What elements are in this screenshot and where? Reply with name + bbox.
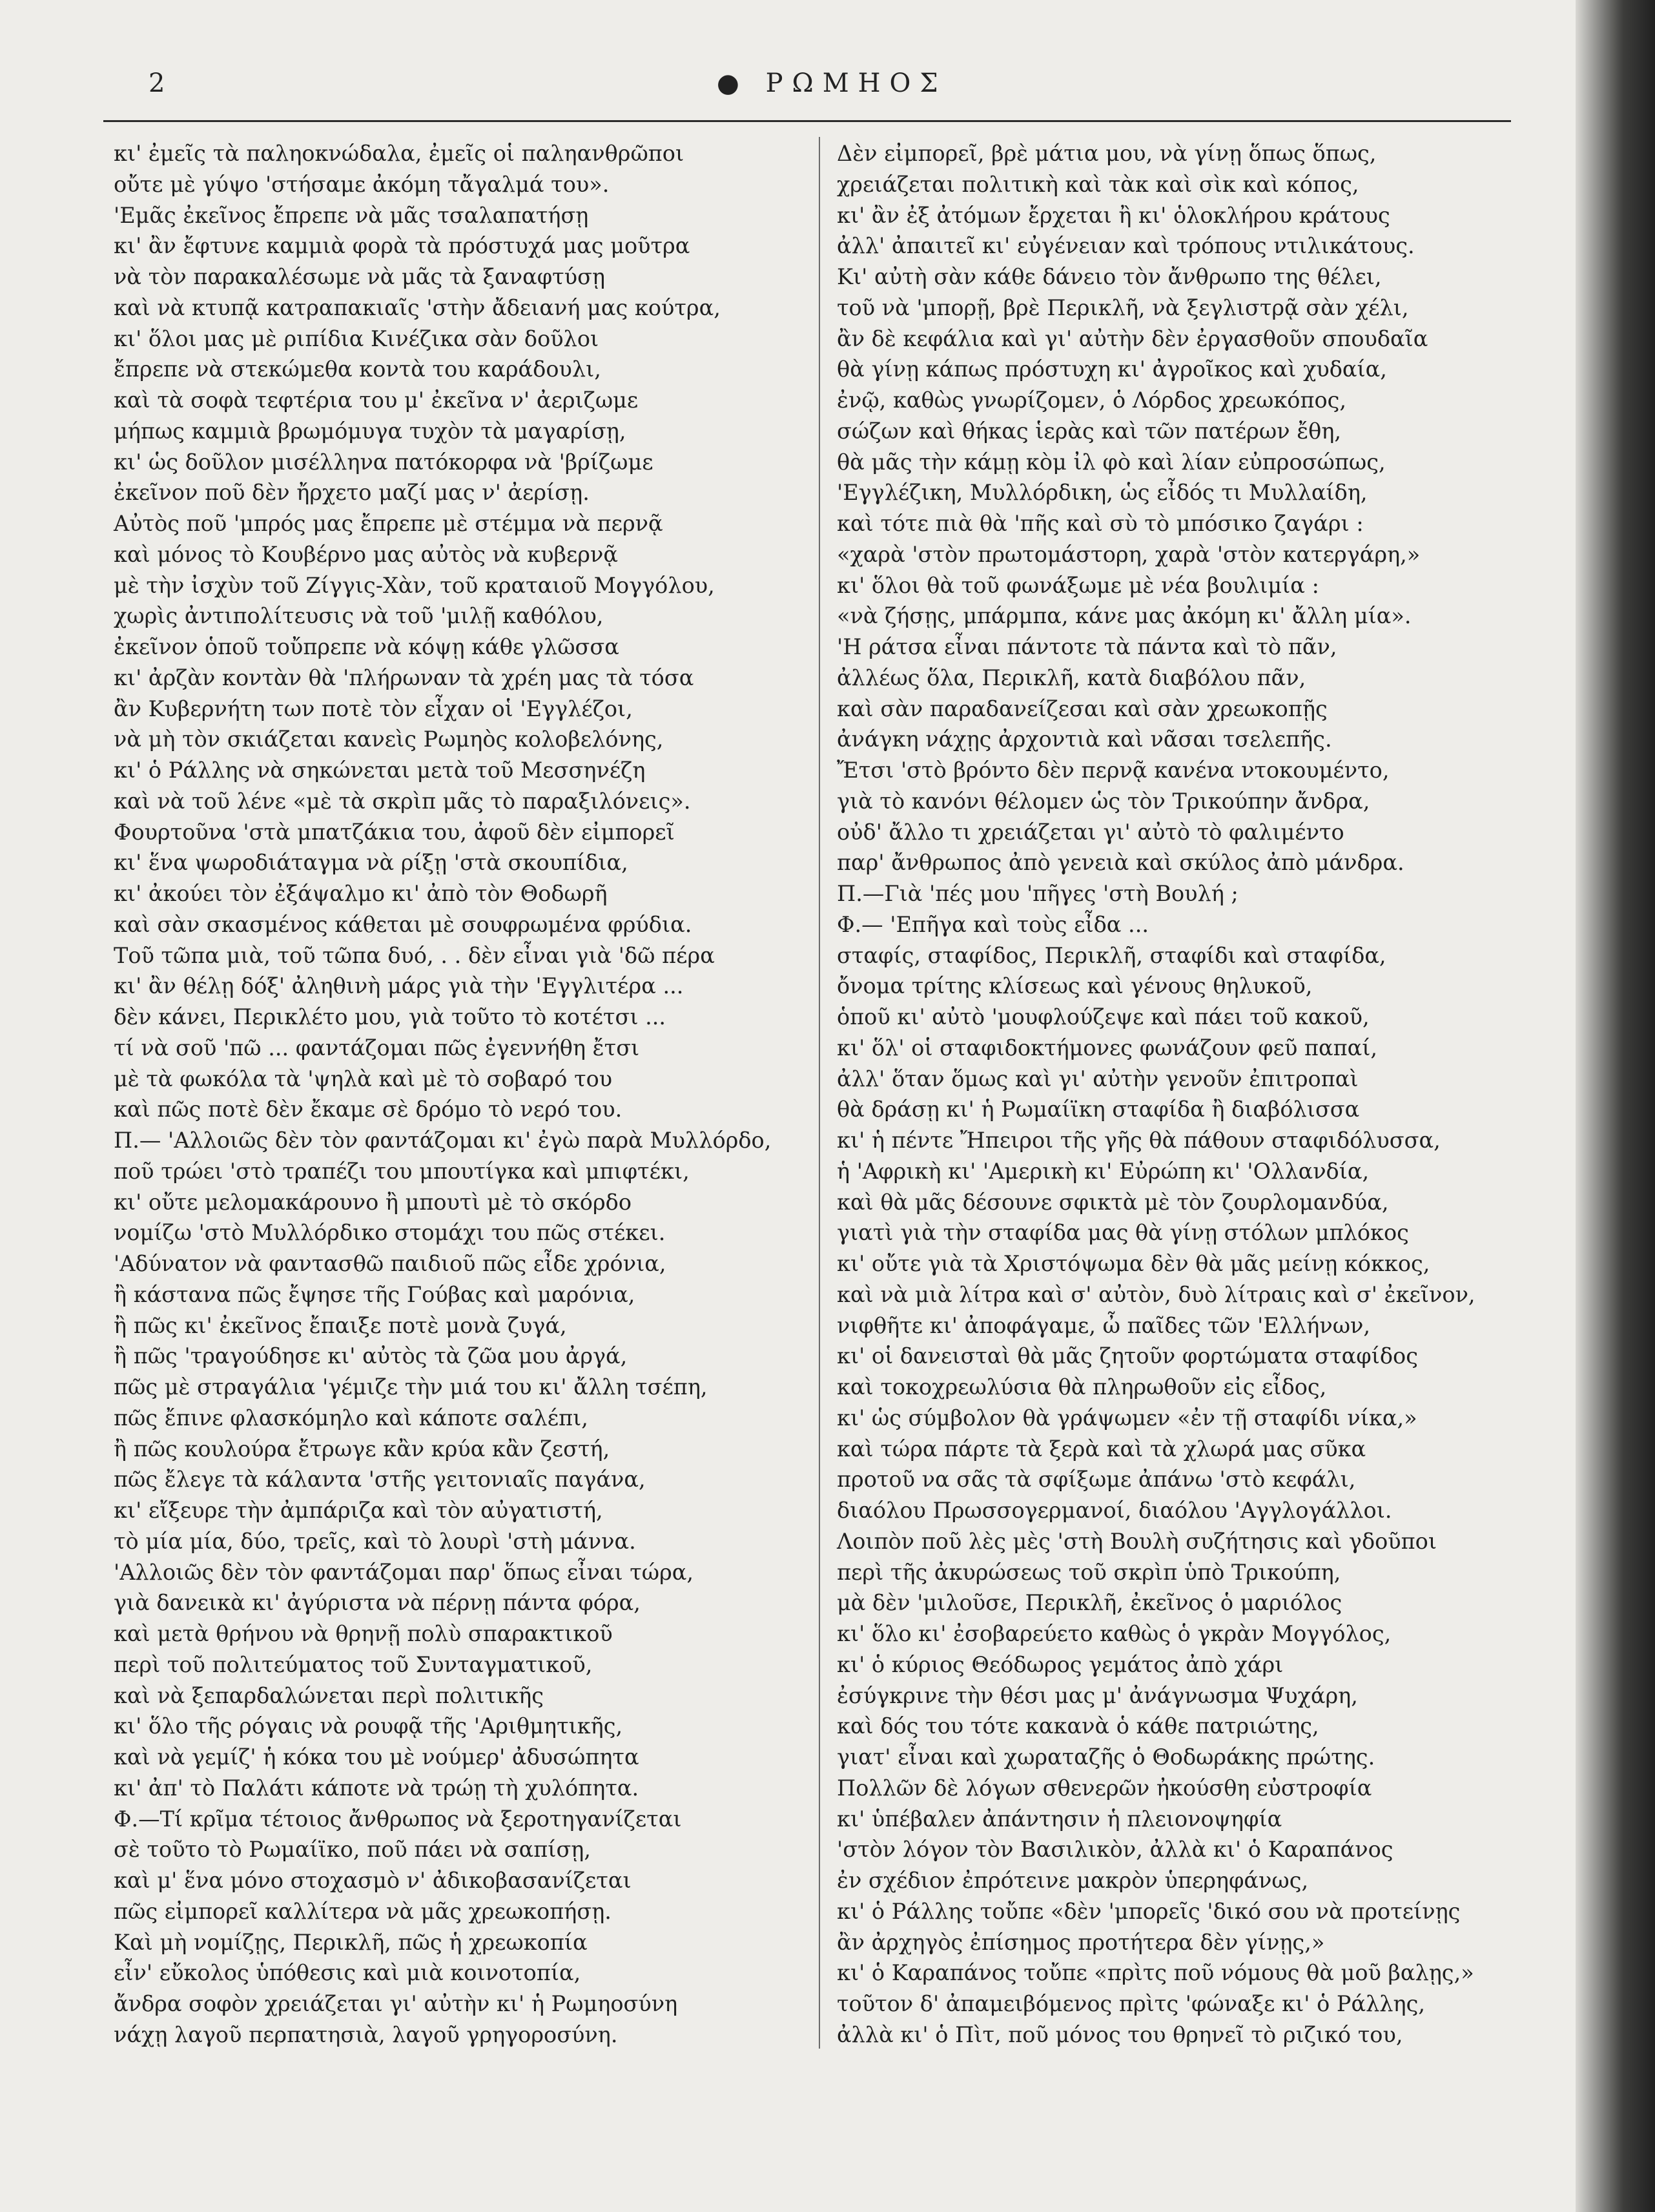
left-column xyxy=(114,138,811,2051)
verse-line: κι' ὁ Ράλλης νὰ σηκώνεται μετὰ τοῦ Μεσσηνέζη xyxy=(114,758,646,783)
verse-line: κι' ὅλοι θὰ τοῦ φωνάξωμε μὲ νέα βουλιμία : xyxy=(837,572,1319,598)
verse-line: ἢ πῶς 'τραγούδησε κι' αὐτὸς τὰ ζῶα μου ἀργά, xyxy=(114,1343,628,1369)
verse-line: κι' εἴξευρε τὴν ἀμπάριζα καὶ τὸν αὐγατιστή, xyxy=(114,1498,603,1523)
verse-line: κι' ὅλοι μας μὲ ριπίδια Κινέζικα σὰν δοῦλοι xyxy=(114,326,599,351)
verse-line: ὄνομα τρίτης κλίσεως καὶ γένους θηλυκοῦ, xyxy=(837,973,1313,999)
verse-line: ἀλλ' ἀπαιτεῖ κι' εὐγένειαν καὶ τρόπους ντιλικάτους. xyxy=(837,233,1415,259)
verse-line: ἢ πῶς κουλούρα ἔτρωγε κἂν κρύα κἂν ζεστή, xyxy=(114,1436,610,1462)
verse-line: νὰ τὸν παρακαλέσωμε νὰ μᾶς τὰ ξαναφτύσῃ xyxy=(114,264,606,289)
verse-line: ἐσύγκρινε τὴν θέσι μας μ' ἀνάγνωσμα Ψυχάρη, xyxy=(837,1682,1358,1708)
verse-line: καὶ δός του τότε κακανὰ ὁ κάθε πατριώτης, xyxy=(837,1713,1319,1739)
verse-line: Κι' αὐτὴ σὰν κάθε δάνειο τὸν ἄνθρωπο της θέλει, xyxy=(837,264,1382,289)
verse-line: κι' ἀρζὰν κοντὰν θὰ 'πλήρωναν τὰ χρέη μας τὰ τόσα xyxy=(114,665,694,690)
verse-line: «χαρὰ 'στὸν πρωτομάστορη, χαρὰ 'στὸν κατεργάρη,» xyxy=(837,541,1421,567)
verse-line: διαόλου Πρωσσογερμανοί, διαόλου 'Αγγλογάλλοι. xyxy=(837,1498,1392,1523)
verse-line: Πολλῶν δὲ λόγων σθενερῶν ἠκούσθη εὐστροφία xyxy=(837,1775,1372,1801)
verse-line: 'Εγγλέζικη, Μυλλόρδικη, ὡς εἶδός τι Μυλλαίδη, xyxy=(837,480,1368,506)
verse-line: χωρὶς ἀντιπολίτευσις νὰ τοῦ 'μιλῇ καθόλου, xyxy=(114,603,604,629)
verse-line: θὰ δράσῃ κι' ἡ Ρωμαίϊκη σταφίδα ἢ διαβόλισσα xyxy=(837,1097,1360,1122)
verse-line: θὰ μᾶς τὴν κάμῃ κὸμ ἰλ φὸ καὶ λίαν εὐπροσώπως, xyxy=(837,449,1386,475)
right-column xyxy=(837,138,1521,2051)
verse-line: Π.—Γιὰ 'πές μου 'πῆγες 'στὴ Βουλή ; xyxy=(837,881,1239,906)
verse-line: ποῦ τρώει 'στὸ τραπέζι του μπουτίγκα καὶ μπιφτέκι, xyxy=(114,1158,690,1184)
verse-line: χρειάζεται πολιτικὴ καὶ τὰκ καὶ σὶκ καὶ κόπος, xyxy=(837,171,1359,197)
verse-line: παρ' ἄνθρωπος ἀπὸ γενειὰ καὶ σκύλος ἀπὸ μάνδρα. xyxy=(837,850,1404,876)
verse-line: κι' ὅλο τῆς ρόγαις νὰ ρουφᾷ τῆς 'Αριθμητικῆς, xyxy=(114,1713,623,1739)
verse-line: Δὲν εἰμπορεῖ, βρὲ μάτια μου, νὰ γίνῃ ὅπως ὅπως, xyxy=(837,141,1377,166)
verse-line: ἀλλέως ὅλα, Περικλῆ, κατὰ διαβόλου πᾶν, xyxy=(837,665,1306,690)
verse-line: γιατὶ γιὰ τὴν σταφίδα μας θὰ γίνῃ στόλων μπλόκος xyxy=(837,1220,1409,1246)
verse-line: κι' ἐμεῖς τὰ παληοκνώδαλα, ἐμεῖς οἱ παληανθρῶποι xyxy=(114,141,684,166)
verse-line: κι' ἂν θέλῃ δόξ' ἀληθινὴ μάρς γιὰ τὴν 'Εγγλιτέρα ... xyxy=(114,973,684,999)
verse-line: ἂν ἀρχηγὸς ἐπίσημος προτήτερα δὲν γίνῃς,» xyxy=(837,1929,1325,1955)
verse-line: νάχῃ λαγοῦ περπατησιὰ, λαγοῦ γρηγοροσύνη. xyxy=(114,2021,618,2047)
verse-line: Αὐτὸς ποῦ 'μπρός μας ἔπρεπε μὲ στέμμα νὰ περνᾷ xyxy=(114,511,663,536)
verse-line: κι' ἕνα ψωροδιάταγμα νὰ ρίξῃ 'στὰ σκουπίδια, xyxy=(114,850,628,876)
verse-line: κι' ὡς σύμβολον θὰ γράψωμεν «ἐν τῇ σταφίδι νίκα,» xyxy=(837,1405,1417,1431)
verse-line: 'Η ράτσα εἶναι πάντοτε τὰ πάντα καὶ τὸ πᾶν, xyxy=(837,634,1337,659)
verse-line: Π.— 'Αλλοιῶς δὲν τὸν φαντάζομαι κι' ἐγὼ παρὰ Μυλλόρδο, xyxy=(114,1128,772,1153)
verse-line: ἂν Κυβερνήτη των ποτὲ τὸν εἶχαν οἱ 'Εγγλέζοι, xyxy=(114,696,633,721)
verse-line: κι' ἡ πέντε Ἤπειροι τῆς γῆς θὰ πάθουν σταφιδόλυσσα, xyxy=(837,1128,1441,1153)
verse-line: προτοῦ να σᾶς τὰ σφίξωμε ἀπάνω 'στὸ κεφάλι, xyxy=(837,1467,1356,1493)
verse-line: πῶς εἰμπορεῖ καλλίτερα νὰ μᾶς χρεωκοπήσῃ. xyxy=(114,1898,612,1924)
verse-line: καὶ νὰ ξεπαρδαλώνεται περὶ πολιτικῆς xyxy=(114,1682,544,1708)
verse-line: τί νὰ σοῦ 'πῶ ... φαντάζομαι πῶς ἐγεννήθη ἔτσι xyxy=(114,1035,640,1060)
verse-line: κι' ἂν ἐξ ἀτόμων ἔρχεται ἢ κι' ὁλοκλήρου κράτους xyxy=(837,202,1390,228)
verse-line: 'Αλλοιῶς δὲν τὸν φαντάζομαι παρ' ὅπως εἶναι τώρα, xyxy=(114,1559,694,1585)
verse-line: 'στὸν λόγον τὸν Βασιλικὸν, ἀλλὰ κι' ὁ Καραπάνος xyxy=(837,1837,1393,1863)
verse-line: περὶ τῆς ἀκυρώσεως τοῦ σκρὶπ ὑπὸ Τρικούπη, xyxy=(837,1559,1341,1585)
verse-line: «νὰ ζήσῃς, μπάρμπα, κάνε μας ἀκόμη κι' ἄλλη μία». xyxy=(837,603,1412,629)
verse-line: κι' ἀκούει τὸν ἐξάψαλμο κι' ἀπὸ τὸν Θοδωρῆ xyxy=(114,881,608,906)
verse-line: μὰ δὲν 'μιλοῦσε, Περικλῆ, ἐκεῖνος ὁ μαριόλος xyxy=(837,1590,1342,1616)
verse-line: οὐδ' ἄλλο τι χρειάζεται γι' αὐτὸ τὸ φαλιμέντο xyxy=(837,819,1344,845)
verse-line: καὶ νὰ κτυπᾷ κατραπακιαῖς 'στὴν ἄδειανή μας κούτρα, xyxy=(114,295,721,320)
verse-line: νιφθῆτε κι' ἀποφάγαμε, ὦ παῖδες τῶν 'Ελλήνων, xyxy=(837,1312,1371,1338)
verse-line: κι' ὡς δοῦλον μισέλληνα πατόκορφα νὰ 'βρίζωμε xyxy=(114,449,653,475)
verse-line: Φ.— 'Επῆγα καὶ τοὺς εἶδα ... xyxy=(837,911,1149,937)
verse-line: ἀλλὰ κι' ὁ Πὶτ, ποῦ μόνος του θρηνεῖ τὸ ριζικό του, xyxy=(837,2021,1403,2047)
verse-line: θὰ γίνῃ κάπως πρόστυχη κι' ἀγροῖκος καὶ χυδαία, xyxy=(837,357,1387,382)
verse-line: σώζων καὶ θήκας ἱερὰς καὶ τῶν πατέρων ἔθη, xyxy=(837,418,1342,444)
verse-line: καὶ σὰν παραδανείζεσαι καὶ σὰν χρεωκοπῇς xyxy=(837,696,1328,721)
verse-line: καὶ νὰ γεμίζ' ἡ κόκα του μὲ νούμερ' ἀδυσώπητα xyxy=(114,1744,639,1770)
verse-line: ἢ κάστανα πῶς ἔψησε τῆς Γούβας καὶ μαρόνια, xyxy=(114,1281,635,1307)
verse-line: γιὰ δανεικὰ κι' ἀγύριστα νὰ πέρνῃ πάντα φόρα, xyxy=(114,1590,641,1616)
verse-line: καὶ σὰν σκασμένος κάθεται μὲ σουφρωμένα φρύδια. xyxy=(114,911,692,937)
verse-line: κι' οὔτε μελομακάρουνο ἢ μπουτὶ μὲ τὸ σκόρδο xyxy=(114,1189,632,1215)
verse-line: καὶ τοκοχρεωλύσια θὰ πληρωθοῦν εἰς εἶδος, xyxy=(837,1374,1327,1400)
verse-line: καὶ μόνος τὸ Κουβέρνο μας αὐτὸς νὰ κυβερνᾷ xyxy=(114,541,618,567)
verse-line: πῶς ἔλεγε τὰ κάλαντα 'στῆς γειτονιαῖς παγάνα, xyxy=(114,1467,646,1493)
verse-line: τοῦ νὰ 'μπορῇ, βρὲ Περικλῆ, νὰ ξεγλιστρᾷ σὰν χέλι, xyxy=(837,295,1409,320)
verse-line: τοῦτον δ' ἀπαμειβόμενος πρὶτς 'φώναξε κι' ὁ Ράλλης, xyxy=(837,1991,1426,2016)
verse-line: σὲ τοῦτο τὸ Ρωμαίϊκο, ποῦ πάει νὰ σαπίσῃ, xyxy=(114,1837,591,1863)
verse-line: δὲν κάνει, Περικλέτο μου, γιὰ τοῦτο τὸ κοτέτσι ... xyxy=(114,1004,666,1029)
verse-line: ἐκεῖνον ποῦ δὲν ἤρχετο μαζί μας ν' ἀερίσῃ. xyxy=(114,480,590,506)
verse-line: 'Εμᾶς ἐκεῖνος ἔπρεπε νὰ μᾶς τσαλαπατήσῃ xyxy=(114,202,589,228)
page-number: 2 xyxy=(149,68,165,98)
verse-line: κι' ὁ Ράλλης τοὔπε «δὲν 'μπορεῖς 'δικό σου νὰ προτείνῃς xyxy=(837,1898,1461,1924)
verse-line: ἐν σχέδιον ἐπρότεινε μακρὸν ὑπερηφάνως, xyxy=(837,1868,1309,1893)
verse-line: καὶ νὰ μιὰ λίτρα καὶ σ' αὐτὸν, δυὸ λίτραις καὶ σ' ἐκεῖνον, xyxy=(837,1281,1475,1307)
verse-line: ἡ 'Αφρικὴ κι' 'Αμερικὴ κι' Εὐρώπη κι' 'Ολλανδία, xyxy=(837,1158,1370,1184)
binding-shadow xyxy=(1576,0,1655,2212)
header-rule xyxy=(103,120,1511,122)
verse-line: καὶ νὰ τοῦ λένε «μὲ τὰ σκρὶπ μᾶς τὸ παραξιλόνεις». xyxy=(114,788,691,814)
verse-line: γιὰ τὸ κανόνι θέλομεν ὡς τὸν Τρικούπην ἄνδρα, xyxy=(837,788,1370,814)
verse-line: ἐκεῖνον ὁποῦ τοὔπρεπε νὰ κόψῃ κάθε γλῶσσα xyxy=(114,634,619,659)
verse-line: Καὶ μὴ νομίζῃς, Περικλῆ, πῶς ἡ χρεωκοπία xyxy=(114,1929,588,1955)
verse-line: ἀλλ' ὅταν ὅμως καὶ γι' αὐτὴν γενοῦν ἐπιτροπαὶ xyxy=(837,1066,1359,1091)
verse-line: καὶ τὰ σοφὰ τεφτέρια του μ' ἐκεῖνα ν' ἀεριζωμε xyxy=(114,388,639,413)
verse-line: μὲ τὴν ἰσχὺν τοῦ Ζίγγις-Χὰν, τοῦ κραταιοῦ Μογγόλου, xyxy=(114,572,715,598)
verse-line: κι' οἱ δανεισταὶ θὰ μᾶς ζητοῦν φορτώματα σταφίδος xyxy=(837,1343,1418,1369)
verse-line: ἀνάγκη νάχῃς ἀρχοντιὰ καὶ νᾶσαι τσελεπῆς. xyxy=(837,727,1332,752)
verse-line: κι' ὅλο κι' ἐσοβαρεύετο καθὼς ὁ γκρὰν Μογγόλος, xyxy=(837,1621,1392,1646)
page-header xyxy=(103,62,1511,114)
verse-line: κι' ὅλ' οἱ σταφιδοκτήμονες φωνάζουν φεῦ παπαί, xyxy=(837,1035,1378,1060)
masthead-title: ● ΡΩΜΗΟΣ xyxy=(717,68,947,98)
verse-line: ἔπρεπε νὰ στεκώμεθα κοντὰ του καράδουλι, xyxy=(114,357,601,382)
verse-line: περὶ τοῦ πολιτεύματος τοῦ Συνταγματικοῦ, xyxy=(114,1651,593,1677)
verse-line: νὰ μὴ τὸν σκιάζεται κανεὶς Ρωμηὸς κολοβελόνης, xyxy=(114,727,664,752)
verse-line: νομίζω 'στὸ Μυλλόρδικο στομάχι του πῶς στέκει. xyxy=(114,1220,666,1246)
verse-line: καὶ τότε πιὰ θὰ 'πῆς καὶ σὺ τὸ μπόσικο ζαγάρι : xyxy=(837,511,1364,536)
verse-line: Ἔτσι 'στὸ βρόντο δὲν περνᾷ κανένα ντοκουμέντο, xyxy=(837,758,1390,783)
verse-line: 'Αδύνατον νὰ φαντασθῶ παιδιοῦ πῶς εἶδε χρόνια, xyxy=(114,1251,666,1276)
verse-line: μήπως καμμιὰ βρωμόμυγα τυχὸν τὰ μαγαρίσῃ, xyxy=(114,418,626,444)
verse-line: Λοιπὸν ποῦ λὲς μὲς 'στὴ Βουλὴ συζήτησις καὶ γδοῦποι xyxy=(837,1528,1437,1554)
verse-line: κι' ὁ Καραπάνος τοὔπε «πρὶτς ποῦ νόμους θὰ μοῦ βαλῃς,» xyxy=(837,1960,1474,1986)
verse-line: Τοῦ τῶπα μιὰ, τοῦ τῶπα δυό, . . δὲν εἶναι γιὰ 'δῶ πέρα xyxy=(114,942,715,968)
verse-line: κι' ἂν ἔφτυνε καμμιὰ φορὰ τὰ πρόστυχά μας μοῦτρα xyxy=(114,233,690,259)
verse-line: πῶς ἔπινε φλασκόμηλο καὶ κάποτε σαλέπι, xyxy=(114,1405,588,1431)
verse-line: ὁποῦ κι' αὐτὸ 'μουφλούζεψε καὶ πάει τοῦ κακοῦ, xyxy=(837,1004,1370,1029)
verse-line: ἂν δὲ κεφάλια καὶ γι' αὐτὴν δὲν ἐργασθοῦν σπουδαῖα xyxy=(837,326,1428,351)
verse-line: σταφίς, σταφίδος, Περικλῆ, σταφίδι καὶ σταφίδα, xyxy=(837,942,1386,968)
verse-line: κι' ὁ κύριος Θεόδωρος γεμάτος ἀπὸ χάρι xyxy=(837,1651,1284,1677)
verse-line: γιατ' εἶναι καὶ χωραταζῆς ὁ Θοδωράκης πρώτης. xyxy=(837,1744,1375,1770)
verse-line: κι' οὔτε γιὰ τὰ Χριστόψωμα δὲν θὰ μᾶς μείνῃ κόκκος, xyxy=(837,1251,1430,1276)
verse-line: καὶ μ' ἕνα μόνο στοχασμὸ ν' ἀδικοβασανίζεται xyxy=(114,1868,632,1893)
verse-line: κι' ὑπέβαλεν ἀπάντησιν ἡ πλειονοψηφία xyxy=(837,1806,1282,1832)
verse-line: οὔτε μὲ γύψο 'στήσαμε ἀκόμη τἄγαλμά του». xyxy=(114,171,610,197)
verse-line: καὶ τώρα πάρτε τὰ ξερὰ καὶ τὰ χλωρά μας σῦκα xyxy=(837,1436,1366,1462)
verse-line: ἐνῷ, καθὼς γνωρίζομεν, ὁ Λόρδος χρεωκόπος, xyxy=(837,388,1347,413)
verse-line: ἢ πῶς κι' ἐκεῖνος ἔπαιξε ποτὲ μονὰ ζυγά, xyxy=(114,1312,567,1338)
verse-line: μὲ τὰ φωκόλα τὰ 'ψηλὰ καὶ μὲ τὸ σοβαρό του xyxy=(114,1066,613,1091)
verse-line: Φ.—Τί κρῖμα τέτοιος ἄνθρωπος νὰ ξεροτηγανίζεται xyxy=(114,1806,682,1832)
verse-line: εἶν' εὔκολος ὑπόθεσις καὶ μιὰ κοινοτοπία, xyxy=(114,1960,581,1986)
verse-line: πῶς μὲ στραγάλια 'γέμιζε τὴν μιά του κι' ἄλλη τσέπη, xyxy=(114,1374,708,1400)
verse-line: τὸ μία μία, δύο, τρεῖς, καὶ τὸ λουρὶ 'στὴ μάννα. xyxy=(114,1528,636,1554)
verse-line: καὶ θὰ μᾶς δέσουνε σφικτὰ μὲ τὸν ζουρλομανδύα, xyxy=(837,1189,1389,1215)
verse-line: καὶ μετὰ θρήνου νὰ θρηνῇ πολὺ σπαρακτικοῦ xyxy=(114,1621,613,1646)
verse-line: καὶ πῶς ποτὲ δὲν ἔκαμε σὲ δρόμο τὸ νερό του. xyxy=(114,1097,622,1122)
verse-line: Φουρτοῦνα 'στὰ μπατζάκια του, ἀφοῦ δὲν εἰμπορεῖ xyxy=(114,819,675,845)
verse-line: ἄνδρα σοφὸν χρειάζεται γι' αὐτὴν κι' ἡ Ρωμηοσύνη xyxy=(114,1991,678,2016)
verse-line: κι' ἀπ' τὸ Παλάτι κάποτε νὰ τρώῃ τὴ χυλόπητα. xyxy=(114,1775,639,1801)
column-divider xyxy=(819,137,820,2049)
